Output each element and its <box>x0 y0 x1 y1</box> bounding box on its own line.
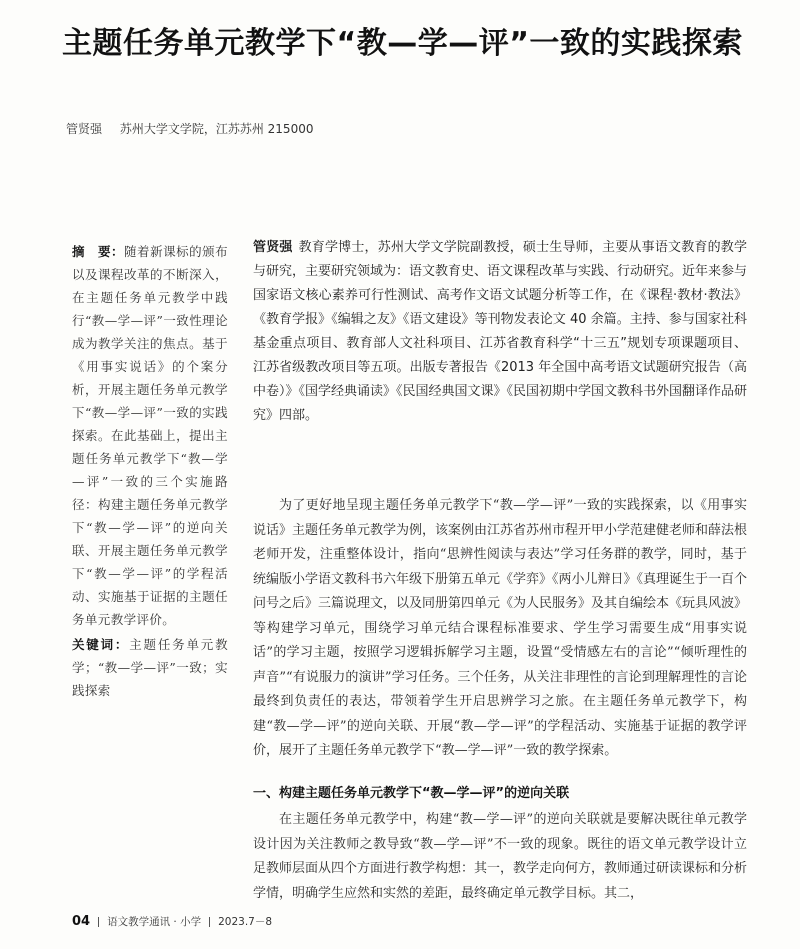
keywords-label: 关键词： <box>72 637 130 652</box>
body-paragraph-2: 在主题任务单元教学中，构建“教—学—评”的逆向关联就是要解决既往单元教学设计因为关注教师之教导致“教—学—评”不一致的现象。既往的语文单元教学设计立足教师层面从四个方面进行教学构想：其一，教学走向何方，教师通过研读课标和分析学情，明确学生应然和实然的差距，最终确定单元教学目标。其二， <box>253 812 748 901</box>
author-line <box>66 120 327 137</box>
bio-name: 管贤强 <box>253 240 293 255</box>
article-body <box>253 494 747 906</box>
page-number: 04 <box>72 914 91 929</box>
keywords <box>72 633 228 702</box>
body-paragraph-1: 为了更好地呈现主题任务单元教学下“教—学—评”一致的实践探索，以《用事实说话》主题任务单元教学为例，该案例由江苏省苏州市程开甲小学范建健老师和薛法根老师开发，注重整体设计，指向“思辨性阅读与表达”学习任务群的教学，同时，基于统编版小学语文教科书六年级下册第五单元《学弈》《两小儿辩日》《真理诞生于一百个问号之后》三篇说理文，以及同册第四单元《为人民服务》及其自编绘本《玩具风波》等构建学习单元，围绕学习单元结合课程标准要求、学生学习需要生成“用事实说话”的学习主题，按照学习逻辑拆解学习主题，设置“受情感左右的言论”“倾听理性的声音”“有说服力的演讲”学习任务。三个任务，从关注非理性的言论到理解理性的言论最终到负责任的表达，带领着学生开启思辨学习之旅。在主题任务单元教学下，构建“教—学—评”的逆向关联、开展“教—学—评”的学程活动、实施基于证据的教学评价，展开了主题任务单元教学下“教—学—评”一致的教学探索。 <box>253 498 748 758</box>
abstract-label: 摘 要： <box>72 244 125 259</box>
footer-divider <box>98 917 99 927</box>
footer-divider <box>209 917 210 927</box>
keywords-text: 主题任务单元教学；“教—学—评”一致；实践探索 <box>72 637 228 698</box>
author-affiliation: 苏州大学文学院，江苏苏州 215000 <box>119 122 314 136</box>
article-title: 主题任务单元教学下“教—学—评”一致的实践探索 <box>62 26 743 61</box>
abstract-column <box>72 240 228 702</box>
section-heading-1: 一、构建主题任务单元教学下“教—学—评”的逆向关联 <box>253 785 570 801</box>
abstract <box>72 240 228 631</box>
journal-name: 语文教学通讯 · 小学 <box>107 916 202 928</box>
issue-date: 2023.7－8 <box>218 916 273 928</box>
abstract-text: 随着新课标的颁布以及课程改革的不断深入，在主题任务单元教学中践行“教—学—评”一致性理论成为教学关注的焦点。基于《用事实说话》的个案分析，开展主题任务单元教学下“教—学—评”一致的实践探索。在此基础上，提出主题任务单元教学下“教—学—评”一致的三个实施路径：构建主题任务单元教学下“教—学—评”的逆向关联、开展主题任务单元教学下“教—学—评”的学程活动、实施基于证据的主题任务单元教学评价。 <box>72 244 229 627</box>
author-bio <box>253 236 747 428</box>
bio-text: 教育学博士，苏州大学文学院副教授，硕士生导师，主要从事语文教育的教学与研究，主要研究领域为：语文教育史、语文课程改革与实践、行动研究。近年来参与国家语文核心素养可行性测试、高考作文语文试题分析等工作，在《课程·教材·教法》《教育学报》《编辑之友》《语文建设》等刊物发表论文 40 余篇。主持、参与国家社科基金重点项目、教育部人文社科项目、江苏省教育科学“十三五”规划专项课题项目、江苏省级教改项目等五项。出版专著报告《2013 年全国中高考语文试题研究报告（高中卷）》《国学经典诵读》《民国经典国文课》《民国初期中学国文教科书外国翻译作品研究》四部。 <box>253 240 748 423</box>
page-footer <box>72 914 272 929</box>
author-name: 管贤强 <box>66 122 103 136</box>
